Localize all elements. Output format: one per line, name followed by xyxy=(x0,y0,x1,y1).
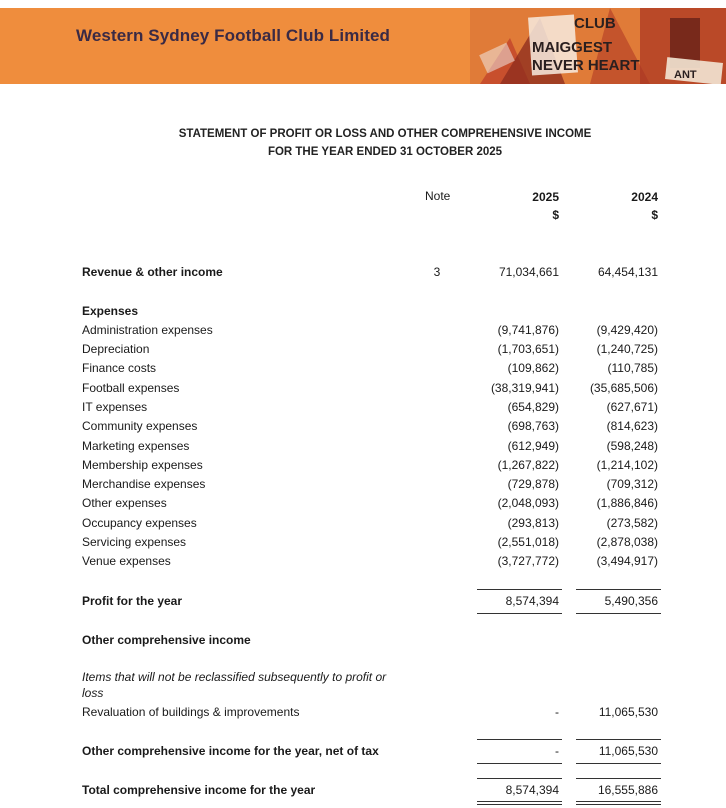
revaluation-2025: - xyxy=(555,705,559,719)
revenue-2025: 71,034,661 xyxy=(498,265,559,279)
expense-2024: (35,685,506) xyxy=(589,381,658,395)
expense-2024: (1,886,846) xyxy=(596,496,658,510)
expense-label: Community expenses xyxy=(82,419,198,433)
subtotal-rule-2025 xyxy=(477,589,562,590)
expense-2024: (110,785) xyxy=(607,361,658,375)
oci-items-label: Items that will not be reclassified subsequently to profit or xyxy=(82,670,387,684)
expense-2025: (698,763) xyxy=(507,419,559,433)
expense-label: Other expenses xyxy=(82,496,167,510)
profit-2024: 5,490,356 xyxy=(604,594,658,608)
expense-label: Depreciation xyxy=(82,342,150,356)
expense-2024: (273,582) xyxy=(606,516,658,530)
expense-2024: (1,240,725) xyxy=(596,342,658,356)
expense-2025: (729,878) xyxy=(507,477,559,491)
revenue-2024: 64,454,131 xyxy=(597,265,658,279)
banner-text-2: MAIGGEST xyxy=(532,39,613,56)
total-comprehensive-2025: 8,574,394 xyxy=(505,783,559,797)
expense-2025: (3,727,772) xyxy=(497,554,559,568)
expense-2025: (2,048,093) xyxy=(497,496,559,510)
statement-title: STATEMENT OF PROFIT OR LOSS AND OTHER COMPREHENSIVE INCOME xyxy=(178,128,592,140)
expense-2025: (2,551,018) xyxy=(497,535,559,549)
total-comprehensive-label: Total comprehensive income for the year xyxy=(82,783,316,797)
statement-period: FOR THE YEAR ENDED 31 OCTOBER 2025 xyxy=(267,146,503,158)
header-banner xyxy=(0,8,726,84)
revenue-label: Revenue & other income xyxy=(82,265,223,279)
expense-2024: (814,623) xyxy=(606,419,658,433)
total-rule-bottom-2024 xyxy=(576,801,661,802)
expense-label: Membership expenses xyxy=(82,458,203,472)
oci-total-2025: - xyxy=(555,744,559,758)
expense-label: Football expenses xyxy=(82,381,180,395)
oci-total-rule-2025 xyxy=(477,763,562,764)
note-column-header: Note xyxy=(425,189,451,203)
oci-total-rule-2024 xyxy=(576,763,661,764)
year-2025-header: 2025 xyxy=(532,190,559,204)
expense-label: Marketing expenses xyxy=(82,439,190,453)
oci-heading: Other comprehensive income xyxy=(82,633,251,647)
expense-2024: (598,248) xyxy=(606,439,658,453)
expense-2025: (1,703,651) xyxy=(497,342,559,356)
expense-2025: (654,829) xyxy=(507,400,559,414)
expense-label: Occupancy expenses xyxy=(82,516,197,530)
profit-2025: 8,574,394 xyxy=(505,594,559,608)
profit-rule-2024 xyxy=(576,613,661,614)
expense-2024: (3,494,917) xyxy=(596,554,658,568)
oci-rule-2024 xyxy=(576,739,661,740)
profit-label: Profit for the year xyxy=(82,594,183,608)
total-rule-top-2025 xyxy=(477,778,562,779)
expense-label: Administration expenses xyxy=(82,323,213,337)
expense-2025: (109,862) xyxy=(507,361,559,375)
expense-2025: (9,741,876) xyxy=(497,323,559,337)
expense-2025: (38,319,941) xyxy=(490,381,559,395)
year-2024-header: 2024 xyxy=(631,190,658,204)
expense-label: IT expenses xyxy=(82,400,148,414)
expense-2024: (9,429,420) xyxy=(596,323,658,337)
expense-2025: (1,267,822) xyxy=(497,458,559,472)
oci-total-2024: 11,065,530 xyxy=(598,744,658,758)
revenue-note: 3 xyxy=(433,265,441,279)
banner-text-3: NEVER HEART xyxy=(532,57,640,74)
banner-text-1: CLUB xyxy=(574,15,616,32)
expense-label: Merchandise expenses xyxy=(82,477,206,491)
total-comprehensive-2024: 16,555,886 xyxy=(597,783,658,797)
expense-2025: (293,813) xyxy=(507,516,559,530)
revaluation-label: Revaluation of buildings & improvements xyxy=(82,705,300,719)
oci-rule-2025 xyxy=(477,739,562,740)
oci-total-label: Other comprehensive income for the year, net of tax xyxy=(82,744,379,758)
total-rule-top-2024 xyxy=(576,778,661,779)
expense-label: Venue expenses xyxy=(82,554,171,568)
expenses-heading: Expenses xyxy=(82,304,139,318)
profit-rule-2025 xyxy=(477,613,562,614)
expense-label: Servicing expenses xyxy=(82,535,187,549)
subtotal-rule-2024 xyxy=(576,589,661,590)
company-name: Western Sydney Football Club Limited xyxy=(76,26,391,45)
total-double-rule-2025 xyxy=(477,804,562,805)
expense-2024: (627,671) xyxy=(606,400,658,414)
expense-2024: (709,312) xyxy=(606,477,658,491)
revaluation-2024: 11,065,530 xyxy=(598,705,658,719)
banner-crowd-photo xyxy=(470,8,726,84)
total-rule-bottom-2025 xyxy=(477,801,562,802)
currency-2025: $ xyxy=(552,208,559,222)
currency-2024: $ xyxy=(651,208,658,222)
total-double-rule-2024 xyxy=(576,804,661,805)
banner-text-4: ANT xyxy=(674,69,697,81)
expense-2025: (612,949) xyxy=(507,439,559,453)
expense-2024: (2,878,038) xyxy=(596,535,658,549)
expense-label: Finance costs xyxy=(82,361,157,375)
oci-items-label-cont: loss xyxy=(82,686,104,700)
expense-2024: (1,214,102) xyxy=(596,458,658,472)
